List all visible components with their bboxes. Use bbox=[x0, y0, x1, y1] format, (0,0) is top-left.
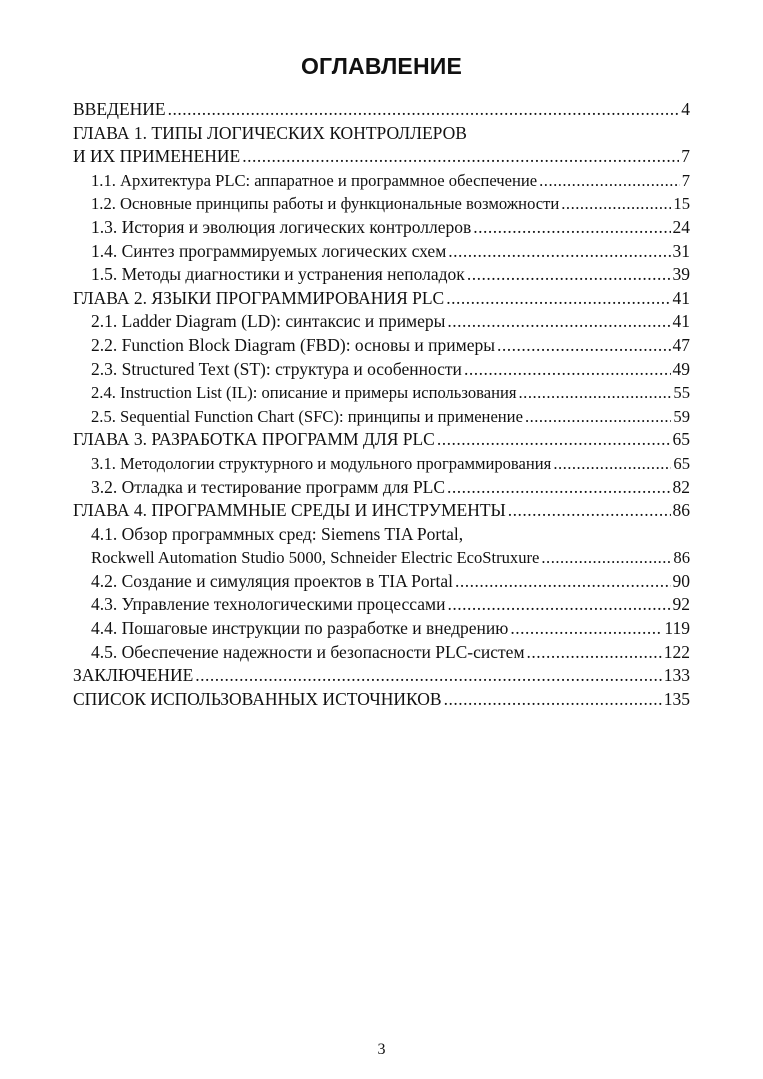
toc-leader bbox=[527, 641, 662, 665]
page-number: 3 bbox=[377, 1041, 386, 1058]
toc-entry-page: 41 bbox=[672, 287, 690, 308]
toc-entry bbox=[73, 98, 690, 122]
toc-entry-page: 7 bbox=[681, 170, 690, 190]
toc-leader bbox=[437, 428, 671, 452]
toc-entry-page: 31 bbox=[672, 240, 690, 261]
toc-entry bbox=[73, 145, 690, 169]
toc-leader bbox=[497, 334, 671, 358]
toc-entry-page: 86 bbox=[672, 500, 690, 521]
toc-entry bbox=[73, 452, 690, 476]
toc-entry-page: 47 bbox=[672, 334, 690, 355]
toc-entry-page: 41 bbox=[672, 311, 690, 332]
toc-leader bbox=[168, 98, 680, 122]
toc-entry bbox=[73, 523, 690, 547]
toc-entry bbox=[73, 641, 690, 665]
toc-entry bbox=[73, 546, 690, 570]
toc-entry-label: 2.1. Ladder Diagram (LD): синтаксис и примеры bbox=[91, 311, 446, 332]
toc-leader bbox=[446, 287, 670, 311]
toc-entry-label: 4.4. Пошаговые инструкции по разработке и внедрению bbox=[91, 618, 509, 639]
toc-entry-page: 86 bbox=[673, 548, 690, 568]
toc-entry-page: 24 bbox=[672, 216, 690, 237]
toc-entry bbox=[73, 287, 690, 311]
toc-entry-label: 2.5. Sequential Function Chart (SFC): принципы и применение bbox=[91, 406, 523, 426]
toc-leader bbox=[510, 617, 662, 641]
toc-entry bbox=[73, 310, 690, 334]
toc-entry-label: 1.5. Методы диагностики и устранения неполадок bbox=[91, 264, 465, 285]
toc-leader bbox=[448, 240, 670, 264]
toc-entry-page: 15 bbox=[673, 194, 690, 214]
toc-entry-page: 135 bbox=[663, 688, 690, 709]
toc-leader bbox=[455, 570, 671, 594]
toc-entry bbox=[73, 358, 690, 382]
toc-entry-label: 1.1. Архитектура PLC: аппаратное и программное обеспечение bbox=[91, 170, 538, 190]
toc-leader bbox=[525, 405, 671, 429]
toc-entry-page: 65 bbox=[673, 453, 690, 473]
toc-leader bbox=[467, 263, 671, 287]
toc-entry-page: 59 bbox=[673, 406, 690, 426]
toc-entry-label: 2.3. Structured Text (ST): структура и особенности bbox=[91, 358, 462, 379]
toc-entry bbox=[73, 122, 690, 146]
toc-leader bbox=[553, 452, 671, 476]
toc-entry-label: 2.4. Instruction List (IL): описание и примеры использования bbox=[91, 383, 517, 403]
toc-entry bbox=[73, 216, 690, 240]
toc-entry-label: ВВЕДЕНИЕ bbox=[73, 99, 166, 119]
toc-entry bbox=[73, 688, 690, 712]
toc-leader bbox=[195, 664, 661, 688]
toc-leader bbox=[541, 546, 671, 570]
toc-entry-page: 122 bbox=[663, 641, 690, 662]
toc-entry-page: 92 bbox=[672, 594, 690, 615]
toc-entry bbox=[73, 664, 690, 688]
toc-entry bbox=[73, 334, 690, 358]
toc-leader bbox=[561, 192, 671, 216]
toc-entry-label: СПИСОК ИСПОЛЬЗОВАННЫХ ИСТОЧНИКОВ bbox=[73, 688, 442, 709]
toc-leader bbox=[539, 169, 680, 193]
toc-leader bbox=[464, 358, 671, 382]
toc-entry-label: ГЛАВА 1. ТИПЫ ЛОГИЧЕСКИХ КОНТРОЛЛЕРОВ bbox=[73, 122, 467, 143]
toc-entry bbox=[73, 192, 690, 216]
toc-entry-page: 65 bbox=[672, 429, 690, 450]
toc-entry bbox=[73, 593, 690, 617]
toc-entry-label: ГЛАВА 4. ПРОГРАММНЫЕ СРЕДЫ И ИНСТРУМЕНТЫ bbox=[73, 500, 506, 521]
toc-entry-label: 1.3. История и эволюция логических контроллеров bbox=[91, 216, 472, 237]
toc-entry-label: 4.2. Создание и симуляция проектов в TIA Portal bbox=[91, 570, 453, 591]
toc-entry-page: 39 bbox=[672, 264, 690, 285]
toc-leader bbox=[508, 499, 671, 523]
toc-entry-label: 1.4. Синтез программируемых логических схем bbox=[91, 240, 447, 261]
toc-entry-page: 55 bbox=[673, 383, 690, 403]
toc-entry bbox=[73, 263, 690, 287]
toc-leader bbox=[519, 381, 672, 405]
toc-entry-label: ГЛАВА 3. РАЗРАБОТКА ПРОГРАММ ДЛЯ PLC bbox=[73, 429, 435, 450]
toc-entry-label: 3.2. Отладка и тестирование программ для PLC bbox=[91, 476, 446, 497]
toc-leader bbox=[447, 476, 670, 500]
toc-entry-label: ЗАКЛЮЧЕНИЕ bbox=[73, 665, 194, 686]
toc-leader bbox=[242, 145, 679, 169]
toc-entry bbox=[73, 476, 690, 500]
toc-entry-label: 4.3. Управление технологическими процессами bbox=[91, 594, 446, 615]
toc-leader bbox=[447, 593, 670, 617]
toc-entry-label: 4.5. Обеспечение надежности и безопасности PLC-систем bbox=[91, 641, 525, 662]
toc-entry-label: И ИХ ПРИМЕНЕНИЕ bbox=[73, 146, 241, 167]
toc-entry bbox=[73, 240, 690, 264]
toc-entry-page: 7 bbox=[681, 146, 690, 167]
toc-entry bbox=[73, 428, 690, 452]
toc-entry-page: 49 bbox=[672, 358, 690, 379]
toc-leader bbox=[473, 216, 670, 240]
toc-entry bbox=[73, 405, 690, 429]
toc-entry-label: 1.2. Основные принципы работы и функциональные возможности bbox=[91, 194, 560, 214]
toc-entry-page: 133 bbox=[663, 665, 690, 686]
toc-entry-label: 3.1. Методологии структурного и модульного программирования bbox=[91, 453, 552, 473]
toc-entry bbox=[73, 169, 690, 193]
table-of-contents bbox=[73, 98, 690, 711]
toc-entry-label: 4.1. Обзор программных сред: Siemens TIA Portal, bbox=[91, 523, 464, 544]
toc-entry-page: 82 bbox=[672, 476, 690, 497]
toc-entry bbox=[73, 570, 690, 594]
page-title: ОГЛАВЛЕНИЕ bbox=[300, 53, 463, 79]
toc-leader bbox=[447, 310, 670, 334]
toc-entry-label: ГЛАВА 2. ЯЗЫКИ ПРОГРАММИРОВАНИЯ PLC bbox=[73, 287, 445, 308]
toc-entry-page: 90 bbox=[672, 570, 690, 591]
toc-entry bbox=[73, 617, 690, 641]
toc-entry-page: 119 bbox=[664, 618, 690, 639]
toc-leader bbox=[444, 688, 662, 712]
toc-entry-label: 2.2. Function Block Diagram (FBD): основы и примеры bbox=[91, 334, 495, 355]
toc-entry bbox=[73, 499, 690, 523]
toc-entry-page: 4 bbox=[681, 99, 690, 119]
toc-entry-label: Rockwell Automation Studio 5000, Schneider Electric EcoStruxure bbox=[91, 548, 540, 568]
toc-entry bbox=[73, 381, 690, 405]
